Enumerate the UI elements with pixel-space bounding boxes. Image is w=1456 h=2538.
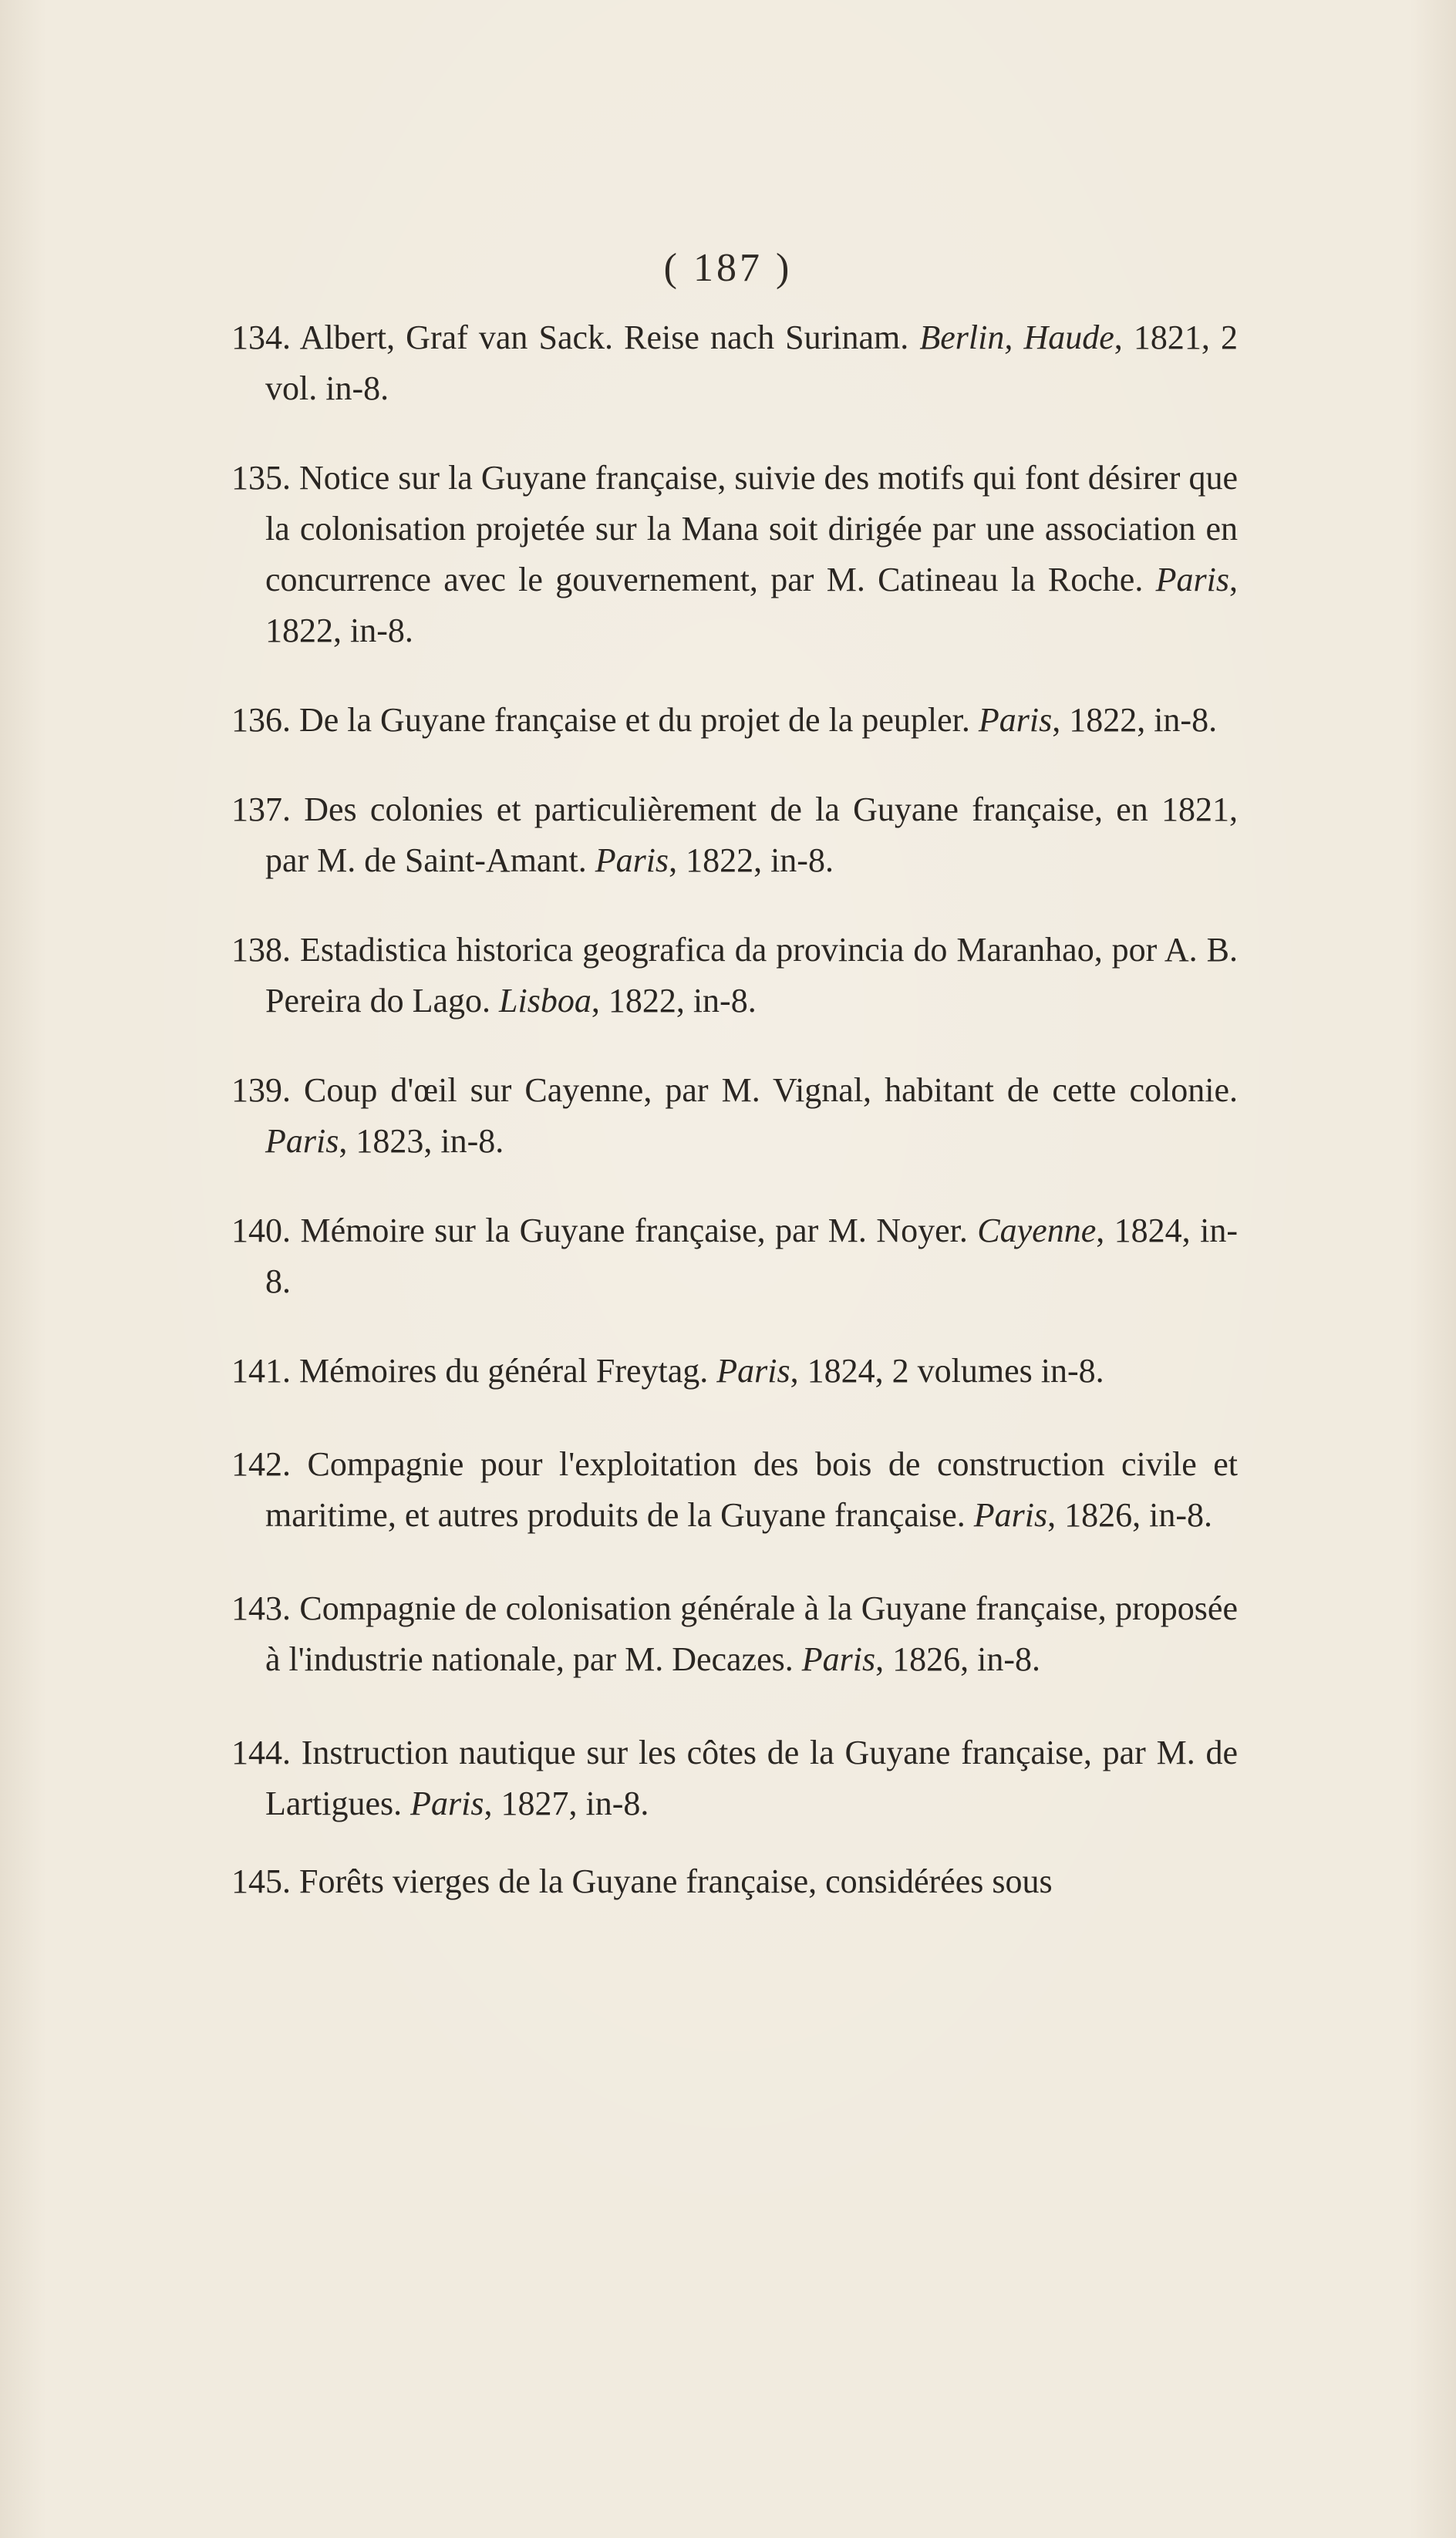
entry-text: Mémoires du général Freytag. — [291, 1352, 717, 1390]
bibliography-entry-134 — [231, 312, 1238, 414]
entry-number: 145. — [231, 1862, 291, 1900]
bibliography-entry-137 — [231, 784, 1238, 886]
entry-text: Albert, Graf van Sack. Reise nach Surinam. — [291, 319, 920, 356]
entry-tail: , 1824, in-8. — [265, 1212, 1238, 1300]
entry-place: Paris — [716, 1352, 790, 1390]
entry-tail: , 1824, 2 volumes in-8. — [790, 1352, 1104, 1390]
entry-tail: , 1821, 2 vol. in-8. — [265, 319, 1238, 407]
entry-number: 143. — [231, 1589, 291, 1627]
bibliography-entry-140 — [231, 1205, 1238, 1307]
entry-tail: , 1826, in-8. — [1047, 1496, 1213, 1534]
entry-place: Berlin, Haude — [919, 319, 1114, 356]
entry-number: 140. — [231, 1212, 291, 1249]
entry-place: Paris — [801, 1640, 876, 1678]
entry-number: 144. — [231, 1734, 291, 1771]
entry-place: Paris — [1155, 561, 1229, 598]
entry-tail: , 1826, in-8. — [875, 1640, 1041, 1678]
bibliography-entry-139 — [231, 1065, 1238, 1167]
entry-place: Paris — [973, 1496, 1048, 1534]
bibliography-entry-144 — [231, 1727, 1238, 1829]
entry-place: Paris — [595, 841, 669, 879]
entry-text: Coup d'œil sur Cayenne, par M. Vignal, habitant de cette colonie. — [291, 1071, 1238, 1109]
bibliography-entry-141 — [231, 1346, 1238, 1397]
entry-place: Paris — [265, 1122, 339, 1160]
entry-text: Forêts vierges de la Guyane française, considérées sous — [291, 1862, 1053, 1900]
entry-number: 142. — [231, 1445, 291, 1483]
entry-tail: , 1822, in-8. — [265, 561, 1238, 649]
bibliography-entry-135 — [231, 453, 1238, 656]
entry-number: 139. — [231, 1071, 291, 1109]
entry-tail: , 1822, in-8. — [1052, 701, 1218, 739]
bibliography-entry-136 — [231, 695, 1238, 746]
entry-place: Lisboa — [499, 982, 592, 1020]
bibliography-list — [231, 312, 1238, 1907]
entry-tail: , 1823, in-8. — [339, 1122, 504, 1160]
entry-tail: , 1827, in-8. — [484, 1785, 649, 1822]
entry-place: Paris — [978, 701, 1053, 739]
entry-text: Instruction nautique sur les côtes de la Guyane française, par M. de Lartigues. — [265, 1734, 1238, 1822]
entry-text: De la Guyane française et du projet de la peupler. — [291, 701, 979, 739]
entry-number: 141. — [231, 1352, 291, 1390]
bibliography-entry-143 — [231, 1583, 1238, 1685]
entry-place: Cayenne — [977, 1212, 1097, 1249]
bibliography-entry-138 — [231, 925, 1238, 1026]
entry-text: Compagnie de colonisation générale à la Guyane française, proposée à l'industrie nationale, par M. Decazes. — [265, 1589, 1238, 1678]
entry-text: Estadistica historica geografica da provincia do Maranhao, por A. B. Pereira do Lago. — [265, 931, 1238, 1020]
entry-place: Paris — [410, 1785, 484, 1822]
bibliography-entry-145 — [231, 1856, 1238, 1907]
entry-text: Notice sur la Guyane française, suivie des motifs qui font désirer que la colonisation projetée sur la Mana soit dirigée par une association en concurrence avec le gouvernement, par M. Catineau la Roche. — [265, 459, 1238, 598]
entry-text: Compagnie pour l'exploitation des bois de construction civile et maritime, et autres produits de la Guyane française. — [265, 1445, 1238, 1534]
entry-text: Mémoire sur la Guyane française, par M. Noyer. — [291, 1212, 978, 1249]
entry-number: 135. — [231, 459, 291, 497]
entry-text: Des colonies et particulièrement de la Guyane française, en 1821, par M. de Saint-Amant. — [265, 790, 1238, 879]
entry-number: 137. — [231, 790, 291, 828]
entry-number: 138. — [231, 931, 291, 969]
entry-tail: , 1822, in-8. — [669, 841, 834, 879]
page-number: ( 187 ) — [663, 246, 793, 290]
entry-number: 134. — [231, 319, 291, 356]
entry-number: 136. — [231, 701, 291, 739]
entry-tail: , 1822, in-8. — [591, 982, 757, 1020]
bibliography-entry-142 — [231, 1439, 1238, 1541]
